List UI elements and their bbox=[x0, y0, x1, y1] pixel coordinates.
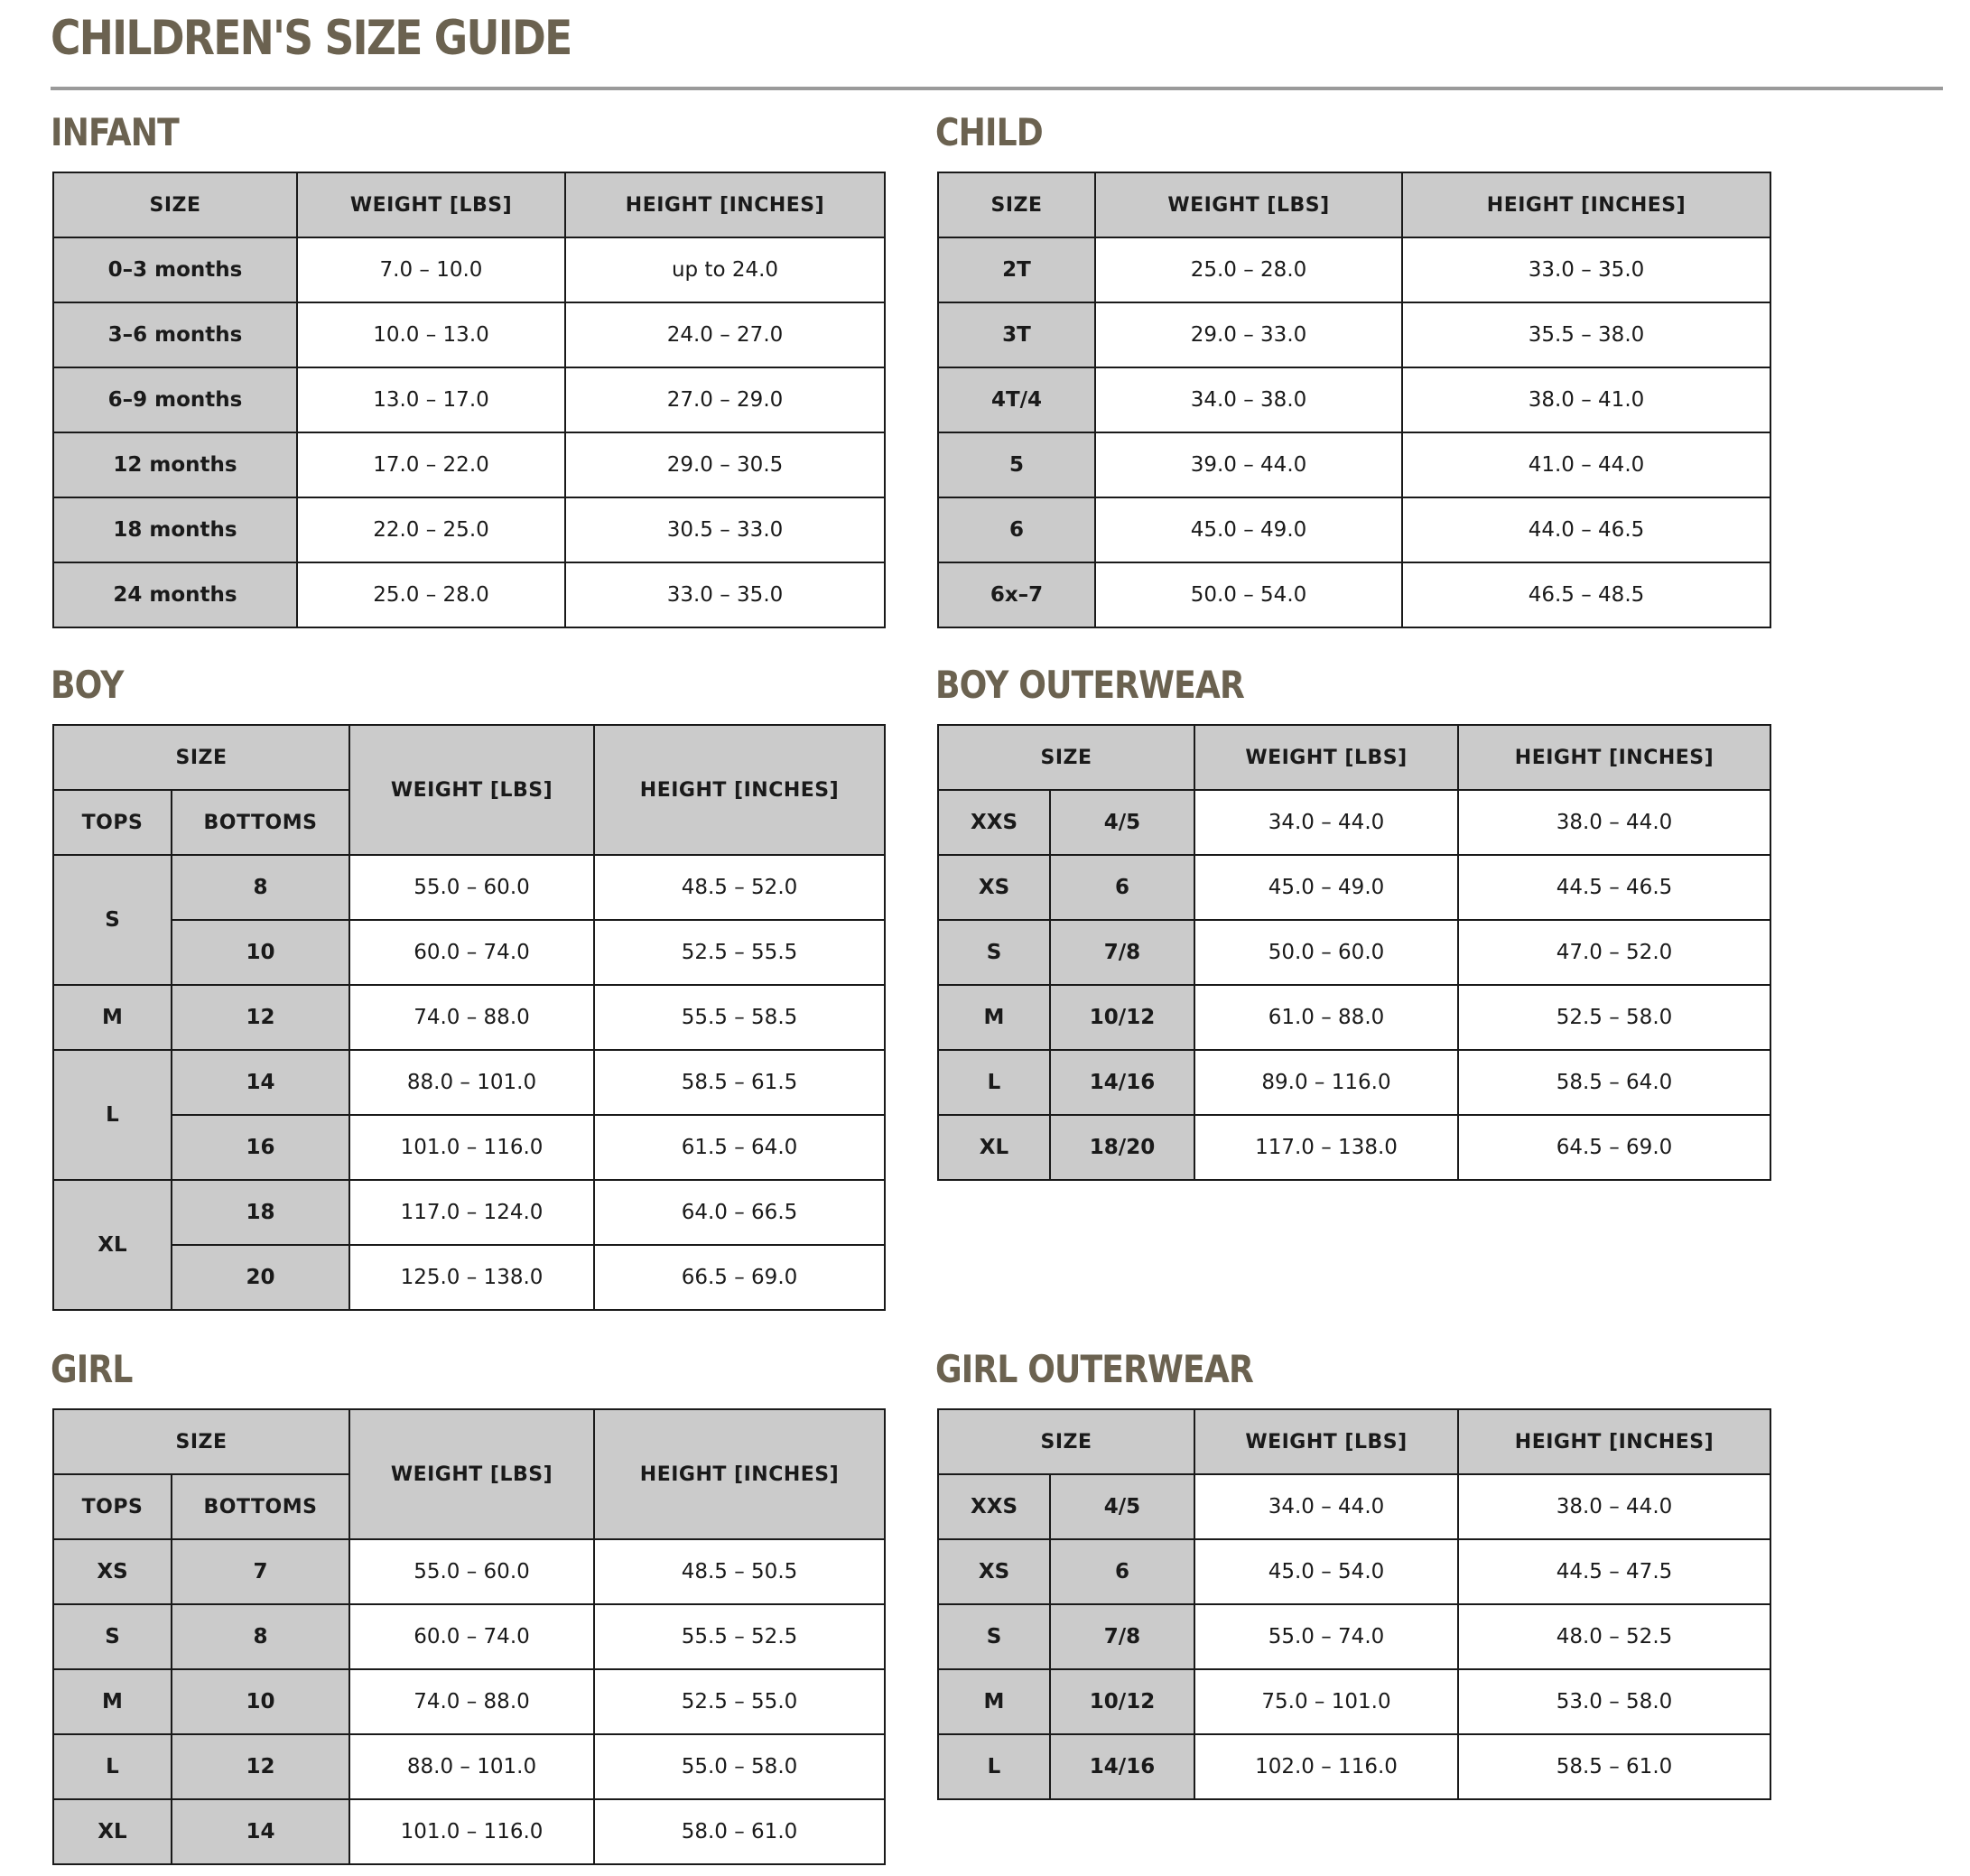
size-header: SIZE bbox=[938, 725, 1194, 790]
table-row bbox=[53, 432, 885, 497]
table-row bbox=[53, 1115, 885, 1180]
height-cell: 48.5 – 50.5 bbox=[594, 1539, 885, 1604]
girl-outerwear-section bbox=[935, 1345, 1771, 1800]
tops-size-cell: M bbox=[53, 985, 172, 1050]
weight-cell: 55.0 – 60.0 bbox=[349, 1539, 594, 1604]
table-row bbox=[53, 1734, 885, 1799]
weight-cell: 34.0 – 38.0 bbox=[1095, 367, 1402, 432]
bottoms-size-cell: 8 bbox=[172, 855, 349, 920]
height-header: HEIGHT [INCHES] bbox=[594, 725, 885, 855]
weight-cell: 55.0 – 60.0 bbox=[349, 855, 594, 920]
height-cell: 33.0 – 35.0 bbox=[565, 562, 885, 627]
height-cell: 27.0 – 29.0 bbox=[565, 367, 885, 432]
height-cell: 48.0 – 52.5 bbox=[1458, 1604, 1770, 1669]
bottoms-size-cell: 7/8 bbox=[1050, 920, 1194, 985]
weight-cell: 55.0 – 74.0 bbox=[1194, 1604, 1458, 1669]
size-cell: 6x–7 bbox=[938, 562, 1095, 627]
infant-table bbox=[52, 172, 886, 628]
size-cell: 6–9 months bbox=[53, 367, 297, 432]
size-cell: 3T bbox=[938, 302, 1095, 367]
table-row bbox=[938, 562, 1770, 627]
weight-cell: 25.0 – 28.0 bbox=[1095, 237, 1402, 302]
boy-table-body bbox=[53, 855, 885, 1310]
table-row bbox=[938, 1115, 1770, 1180]
height-cell: 64.0 – 66.5 bbox=[594, 1180, 885, 1245]
table-row bbox=[938, 1604, 1770, 1669]
weight-cell: 74.0 – 88.0 bbox=[349, 1669, 594, 1734]
bottoms-header: BOTTOMS bbox=[172, 790, 349, 855]
bottoms-size-cell: 6 bbox=[1050, 1539, 1194, 1604]
child-heading: CHILD bbox=[935, 110, 1043, 154]
table-row bbox=[938, 790, 1770, 855]
height-cell: 38.0 – 41.0 bbox=[1402, 367, 1770, 432]
table-header-row bbox=[938, 1409, 1770, 1474]
size-cell: 2T bbox=[938, 237, 1095, 302]
weight-cell: 17.0 – 22.0 bbox=[297, 432, 565, 497]
weight-cell: 25.0 – 28.0 bbox=[297, 562, 565, 627]
table-row bbox=[53, 1799, 885, 1864]
weight-cell: 13.0 – 17.0 bbox=[297, 367, 565, 432]
table-header-row bbox=[938, 172, 1770, 237]
tops-header: TOPS bbox=[53, 1474, 172, 1539]
size-header: SIZE bbox=[53, 1409, 349, 1474]
tops-size-cell: XL bbox=[938, 1115, 1050, 1180]
weight-cell: 34.0 – 44.0 bbox=[1194, 1474, 1458, 1539]
bottoms-size-cell: 4/5 bbox=[1050, 1474, 1194, 1539]
tops-size-cell: S bbox=[53, 1604, 172, 1669]
girl-section bbox=[51, 1345, 886, 1865]
height-header: HEIGHT [INCHES] bbox=[1458, 725, 1770, 790]
infant-section bbox=[51, 108, 886, 628]
bottoms-size-cell: 10 bbox=[172, 920, 349, 985]
table-header-row bbox=[938, 725, 1770, 790]
tops-size-cell: XXS bbox=[938, 1474, 1050, 1539]
height-cell: 38.0 – 44.0 bbox=[1458, 790, 1770, 855]
height-cell: 47.0 – 52.0 bbox=[1458, 920, 1770, 985]
tops-size-cell: L bbox=[938, 1734, 1050, 1799]
table-row bbox=[53, 985, 885, 1050]
weight-cell: 102.0 – 116.0 bbox=[1194, 1734, 1458, 1799]
weight-cell: 45.0 – 49.0 bbox=[1194, 855, 1458, 920]
table-row bbox=[53, 1539, 885, 1604]
bottoms-size-cell: 6 bbox=[1050, 855, 1194, 920]
weight-cell: 39.0 – 44.0 bbox=[1095, 432, 1402, 497]
size-cell: 4T/4 bbox=[938, 367, 1095, 432]
tops-size-cell: M bbox=[938, 1669, 1050, 1734]
table-row bbox=[938, 432, 1770, 497]
weight-cell: 60.0 – 74.0 bbox=[349, 920, 594, 985]
size-cell: 24 months bbox=[53, 562, 297, 627]
weight-header: WEIGHT [LBS] bbox=[1095, 172, 1402, 237]
size-header: SIZE bbox=[938, 172, 1095, 237]
tops-size-cell: XS bbox=[938, 1539, 1050, 1604]
boy-section bbox=[51, 661, 886, 1311]
weight-cell: 45.0 – 49.0 bbox=[1095, 497, 1402, 562]
tops-size-cell: XS bbox=[938, 855, 1050, 920]
bottoms-size-cell: 18 bbox=[172, 1180, 349, 1245]
tops-size-cell: L bbox=[53, 1734, 172, 1799]
size-cell: 6 bbox=[938, 497, 1095, 562]
height-cell: 52.5 – 55.5 bbox=[594, 920, 885, 985]
height-cell: 55.0 – 58.0 bbox=[594, 1734, 885, 1799]
tops-size-cell: L bbox=[53, 1050, 172, 1180]
weight-cell: 89.0 – 116.0 bbox=[1194, 1050, 1458, 1115]
table-row bbox=[53, 367, 885, 432]
table-header-row bbox=[53, 725, 885, 790]
girl-outerwear-table-body bbox=[938, 1474, 1770, 1799]
tops-size-cell: S bbox=[53, 855, 172, 985]
weight-header: WEIGHT [LBS] bbox=[349, 725, 594, 855]
height-cell: 41.0 – 44.0 bbox=[1402, 432, 1770, 497]
height-header: HEIGHT [INCHES] bbox=[565, 172, 885, 237]
girl-outerwear-table bbox=[937, 1408, 1771, 1800]
table-row bbox=[53, 1245, 885, 1310]
table-row bbox=[938, 237, 1770, 302]
height-cell: 52.5 – 55.0 bbox=[594, 1669, 885, 1734]
bottoms-size-cell: 10/12 bbox=[1050, 985, 1194, 1050]
size-header: SIZE bbox=[938, 1409, 1194, 1474]
height-cell: 35.5 – 38.0 bbox=[1402, 302, 1770, 367]
bottoms-size-cell: 4/5 bbox=[1050, 790, 1194, 855]
tops-size-cell: XL bbox=[53, 1180, 172, 1310]
table-row bbox=[53, 1050, 885, 1115]
weight-cell: 50.0 – 60.0 bbox=[1194, 920, 1458, 985]
height-cell: 44.5 – 46.5 bbox=[1458, 855, 1770, 920]
height-cell: 58.0 – 61.0 bbox=[594, 1799, 885, 1864]
tops-size-cell: XS bbox=[53, 1539, 172, 1604]
size-cell: 5 bbox=[938, 432, 1095, 497]
bottoms-size-cell: 14/16 bbox=[1050, 1734, 1194, 1799]
tops-size-cell: XL bbox=[53, 1799, 172, 1864]
height-cell: 55.5 – 52.5 bbox=[594, 1604, 885, 1669]
table-row bbox=[53, 1604, 885, 1669]
bottoms-size-cell: 14 bbox=[172, 1799, 349, 1864]
boy-outerwear-heading: BOY OUTERWEAR bbox=[935, 663, 1244, 707]
weight-cell: 10.0 – 13.0 bbox=[297, 302, 565, 367]
height-cell: 52.5 – 58.0 bbox=[1458, 985, 1770, 1050]
child-section bbox=[935, 108, 1771, 628]
height-cell: 29.0 – 30.5 bbox=[565, 432, 885, 497]
tops-size-cell: M bbox=[938, 985, 1050, 1050]
bottoms-size-cell: 12 bbox=[172, 1734, 349, 1799]
weight-cell: 45.0 – 54.0 bbox=[1194, 1539, 1458, 1604]
tops-size-cell: L bbox=[938, 1050, 1050, 1115]
height-header: HEIGHT [INCHES] bbox=[1458, 1409, 1770, 1474]
child-table bbox=[937, 172, 1771, 628]
infant-table-body bbox=[53, 237, 885, 627]
height-cell: 44.5 – 47.5 bbox=[1458, 1539, 1770, 1604]
weight-cell: 88.0 – 101.0 bbox=[349, 1050, 594, 1115]
tops-size-cell: S bbox=[938, 1604, 1050, 1669]
infant-heading: INFANT bbox=[51, 110, 179, 154]
table-row bbox=[938, 1669, 1770, 1734]
table-row bbox=[938, 1539, 1770, 1604]
height-cell: 33.0 – 35.0 bbox=[1402, 237, 1770, 302]
girl-heading: GIRL bbox=[51, 1347, 133, 1391]
boy-outerwear-table bbox=[937, 724, 1771, 1181]
tops-size-cell: S bbox=[938, 920, 1050, 985]
table-header-row bbox=[53, 172, 885, 237]
weight-cell: 75.0 – 101.0 bbox=[1194, 1669, 1458, 1734]
bottoms-size-cell: 7/8 bbox=[1050, 1604, 1194, 1669]
bottoms-size-cell: 14 bbox=[172, 1050, 349, 1115]
size-cell: 18 months bbox=[53, 497, 297, 562]
height-cell: 46.5 – 48.5 bbox=[1402, 562, 1770, 627]
height-cell: 58.5 – 64.0 bbox=[1458, 1050, 1770, 1115]
table-row bbox=[53, 302, 885, 367]
table-row bbox=[938, 985, 1770, 1050]
table-row bbox=[938, 497, 1770, 562]
weight-cell: 60.0 – 74.0 bbox=[349, 1604, 594, 1669]
bottoms-size-cell: 7 bbox=[172, 1539, 349, 1604]
weight-cell: 74.0 – 88.0 bbox=[349, 985, 594, 1050]
size-cell: 0–3 months bbox=[53, 237, 297, 302]
table-row bbox=[938, 855, 1770, 920]
title-divider bbox=[51, 87, 1943, 90]
weight-cell: 101.0 – 116.0 bbox=[349, 1799, 594, 1864]
tops-header: TOPS bbox=[53, 790, 172, 855]
weight-header: WEIGHT [LBS] bbox=[1194, 1409, 1458, 1474]
bottoms-header: BOTTOMS bbox=[172, 1474, 349, 1539]
weight-cell: 117.0 – 124.0 bbox=[349, 1180, 594, 1245]
size-header: SIZE bbox=[53, 172, 297, 237]
weight-header: WEIGHT [LBS] bbox=[1194, 725, 1458, 790]
bottoms-size-cell: 10 bbox=[172, 1669, 349, 1734]
table-row bbox=[938, 920, 1770, 985]
table-row bbox=[938, 1734, 1770, 1799]
page-title: CHILDREN'S SIZE GUIDE bbox=[51, 11, 571, 66]
weight-cell: 7.0 – 10.0 bbox=[297, 237, 565, 302]
height-cell: 44.0 – 46.5 bbox=[1402, 497, 1770, 562]
height-cell: 66.5 – 69.0 bbox=[594, 1245, 885, 1310]
height-cell: up to 24.0 bbox=[565, 237, 885, 302]
height-cell: 30.5 – 33.0 bbox=[565, 497, 885, 562]
table-header-row bbox=[53, 1409, 885, 1474]
bottoms-size-cell: 20 bbox=[172, 1245, 349, 1310]
girl-table-body bbox=[53, 1539, 885, 1864]
height-header: HEIGHT [INCHES] bbox=[1402, 172, 1770, 237]
tops-size-cell: M bbox=[53, 1669, 172, 1734]
bottoms-size-cell: 8 bbox=[172, 1604, 349, 1669]
table-row bbox=[53, 920, 885, 985]
weight-cell: 88.0 – 101.0 bbox=[349, 1734, 594, 1799]
table-row bbox=[938, 367, 1770, 432]
weight-cell: 101.0 – 116.0 bbox=[349, 1115, 594, 1180]
table-row bbox=[938, 1474, 1770, 1539]
bottoms-size-cell: 10/12 bbox=[1050, 1669, 1194, 1734]
weight-cell: 117.0 – 138.0 bbox=[1194, 1115, 1458, 1180]
weight-cell: 61.0 – 88.0 bbox=[1194, 985, 1458, 1050]
table-row bbox=[53, 497, 885, 562]
bottoms-size-cell: 18/20 bbox=[1050, 1115, 1194, 1180]
size-cell: 12 months bbox=[53, 432, 297, 497]
table-row bbox=[53, 562, 885, 627]
height-cell: 48.5 – 52.0 bbox=[594, 855, 885, 920]
boy-heading: BOY bbox=[51, 663, 124, 707]
table-row bbox=[53, 237, 885, 302]
weight-cell: 34.0 – 44.0 bbox=[1194, 790, 1458, 855]
weight-cell: 22.0 – 25.0 bbox=[297, 497, 565, 562]
height-cell: 24.0 – 27.0 bbox=[565, 302, 885, 367]
height-cell: 58.5 – 61.5 bbox=[594, 1050, 885, 1115]
height-cell: 55.5 – 58.5 bbox=[594, 985, 885, 1050]
table-row bbox=[938, 1050, 1770, 1115]
weight-header: WEIGHT [LBS] bbox=[297, 172, 565, 237]
girl-outerwear-heading: GIRL OUTERWEAR bbox=[935, 1347, 1253, 1391]
boy-outerwear-table-body bbox=[938, 790, 1770, 1180]
height-cell: 53.0 – 58.0 bbox=[1458, 1669, 1770, 1734]
weight-header: WEIGHT [LBS] bbox=[349, 1409, 594, 1539]
table-row bbox=[53, 1669, 885, 1734]
weight-cell: 125.0 – 138.0 bbox=[349, 1245, 594, 1310]
height-cell: 38.0 – 44.0 bbox=[1458, 1474, 1770, 1539]
size-header: SIZE bbox=[53, 725, 349, 790]
size-cell: 3–6 months bbox=[53, 302, 297, 367]
girl-table bbox=[52, 1408, 886, 1865]
boy-table bbox=[52, 724, 886, 1311]
bottoms-size-cell: 14/16 bbox=[1050, 1050, 1194, 1115]
table-row bbox=[53, 855, 885, 920]
table-row bbox=[53, 1180, 885, 1245]
bottoms-size-cell: 16 bbox=[172, 1115, 349, 1180]
height-cell: 58.5 – 61.0 bbox=[1458, 1734, 1770, 1799]
weight-cell: 29.0 – 33.0 bbox=[1095, 302, 1402, 367]
height-cell: 61.5 – 64.0 bbox=[594, 1115, 885, 1180]
weight-cell: 50.0 – 54.0 bbox=[1095, 562, 1402, 627]
bottoms-size-cell: 12 bbox=[172, 985, 349, 1050]
tops-size-cell: XXS bbox=[938, 790, 1050, 855]
height-cell: 64.5 – 69.0 bbox=[1458, 1115, 1770, 1180]
height-header: HEIGHT [INCHES] bbox=[594, 1409, 885, 1539]
table-row bbox=[938, 302, 1770, 367]
child-table-body bbox=[938, 237, 1770, 627]
boy-outerwear-section bbox=[935, 661, 1771, 1181]
